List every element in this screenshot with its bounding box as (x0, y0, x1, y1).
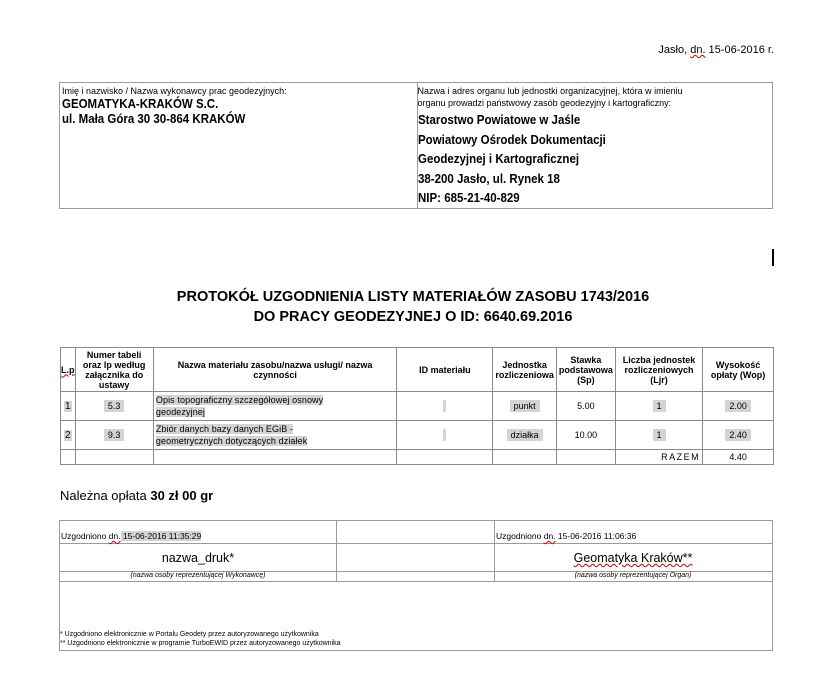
row-table-no: 5.3 (75, 392, 153, 421)
left-agreed: Uzgodniono dn. 15-06-2016 11:35:29 (61, 531, 202, 541)
left-agreed-stamp: 15-06-2016 11:35:29 (120, 531, 202, 541)
left-signer-name: nazwa_druk* (161, 551, 235, 565)
date-value: 15-06-2016 r. (705, 44, 774, 56)
header-table-no: Numer tabeli oraz lp według załącznika do ustawy (75, 348, 153, 392)
table-total-row (61, 450, 774, 465)
parties-box (59, 82, 773, 209)
right-signer-name: Geomatyka Kraków** (573, 551, 693, 565)
row-count: 1 (615, 421, 702, 450)
left-signer-role: (nazwa osoby reprezentującej Wykonawcę) (130, 572, 266, 579)
row-rate: 5.00 (556, 392, 615, 421)
total-label: RAZEM (615, 450, 702, 465)
authority-caption-1: Nazwa i adres organu lub jednostki organizacyjnej, która w imieniu (417, 86, 683, 96)
header-count: Liczba jednostek rozliczeniowych (Ljr) (615, 348, 702, 392)
header-material-id: ID materiału (397, 348, 493, 392)
contractor-caption: Imię i nazwisko / Nazwa wykonawcy prac geodezyjnych: (62, 86, 287, 96)
authority-line: Geodezyjnej i Kartograficznej (417, 152, 579, 166)
header-fee: Wysokość opłaty (Wop) (703, 348, 774, 392)
row-count: 1 (615, 392, 702, 421)
authority-caption-2: organu prowadzi państwowy zasób geodezyjny i kartograficzny: (417, 98, 672, 108)
row-fee: 2.00 (703, 392, 774, 421)
contractor-address: ul. Mała Góra 30 30-864 KRAKÓW (62, 112, 246, 126)
row-fee: 2.40 (703, 421, 774, 450)
authority-line: NIP: 685-21-40-829 (417, 191, 520, 205)
right-agreed: Uzgodniono dn. 15-06-2016 11:06:36 (496, 531, 637, 541)
header-lp: L.p (61, 348, 76, 392)
row-unit: punkt (493, 392, 557, 421)
row-rate: 10.00 (556, 421, 615, 450)
date-abbr: dn. (690, 44, 706, 56)
place-date-prefix: Jasło, (658, 44, 691, 56)
row-material-name: Zbiór danych bazy danych EGiB - geometrycznych dotyczących działek (153, 421, 396, 450)
contractor-name: GEOMATYKA-KRAKÓW S.C. (62, 97, 219, 111)
fee-label: Należna opłata (60, 488, 151, 503)
right-signer-role: (nazwa osoby reprezentującej Organ) (574, 572, 692, 579)
row-lp: 1 (61, 392, 76, 421)
header-rate: Stawka podstawowa (Sp) (556, 348, 615, 392)
row-material-id (397, 392, 493, 421)
protocol-subtitle: DO PRACY GEODEZYJNEJ O ID: 6640.69.2016 (253, 309, 573, 325)
row-lp: 2 (61, 421, 76, 450)
row-material-id (397, 421, 493, 450)
header-unit: Jednostka rozliczeniowa (493, 348, 557, 392)
signatures-box (59, 520, 773, 651)
contractor-section (60, 83, 417, 208)
fee-due (60, 488, 213, 503)
authority-line: 38-200 Jasło, ul. Rynek 18 (417, 171, 560, 186)
footnote-turboewid: ** Uzgodniono elektronicznie w programie TurboEWID przez autoryzowanego użytkownika (60, 640, 341, 647)
table-header-row (61, 348, 774, 392)
row-material-name: Opis topograficzny szczegółowej osnowy geodezyjnej (153, 392, 396, 421)
header-material-name: Nazwa materiału zasobu/nazwa usługi/ nazwa czynności (153, 348, 396, 392)
text-cursor (772, 249, 774, 266)
row-table-no: 9.3 (75, 421, 153, 450)
footnote-portal: * Uzgodniono elektronicznie w Portalu Geodety przez autoryzowanego użytkownika (60, 631, 319, 638)
authority-section (417, 83, 773, 208)
total-value: 4.40 (703, 450, 774, 465)
right-agreed-stamp: 15-06-2016 11:06:36 (555, 531, 637, 541)
table-row (61, 392, 774, 421)
materials-table (60, 347, 774, 465)
place-date (658, 44, 774, 56)
fee-amount: 30 zł 00 gr (150, 488, 214, 503)
protocol-title: PROTOKÓŁ UZGODNIENIA LISTY MATERIAŁÓW ZASOBU 1743/2016 (176, 289, 650, 305)
authority-line: Powiatowy Ośrodek Dokumentacji (417, 132, 606, 147)
table-row (61, 421, 774, 450)
authority-line: Starostwo Powiatowe w Jaśle (417, 113, 580, 127)
row-unit: działka (493, 421, 557, 450)
